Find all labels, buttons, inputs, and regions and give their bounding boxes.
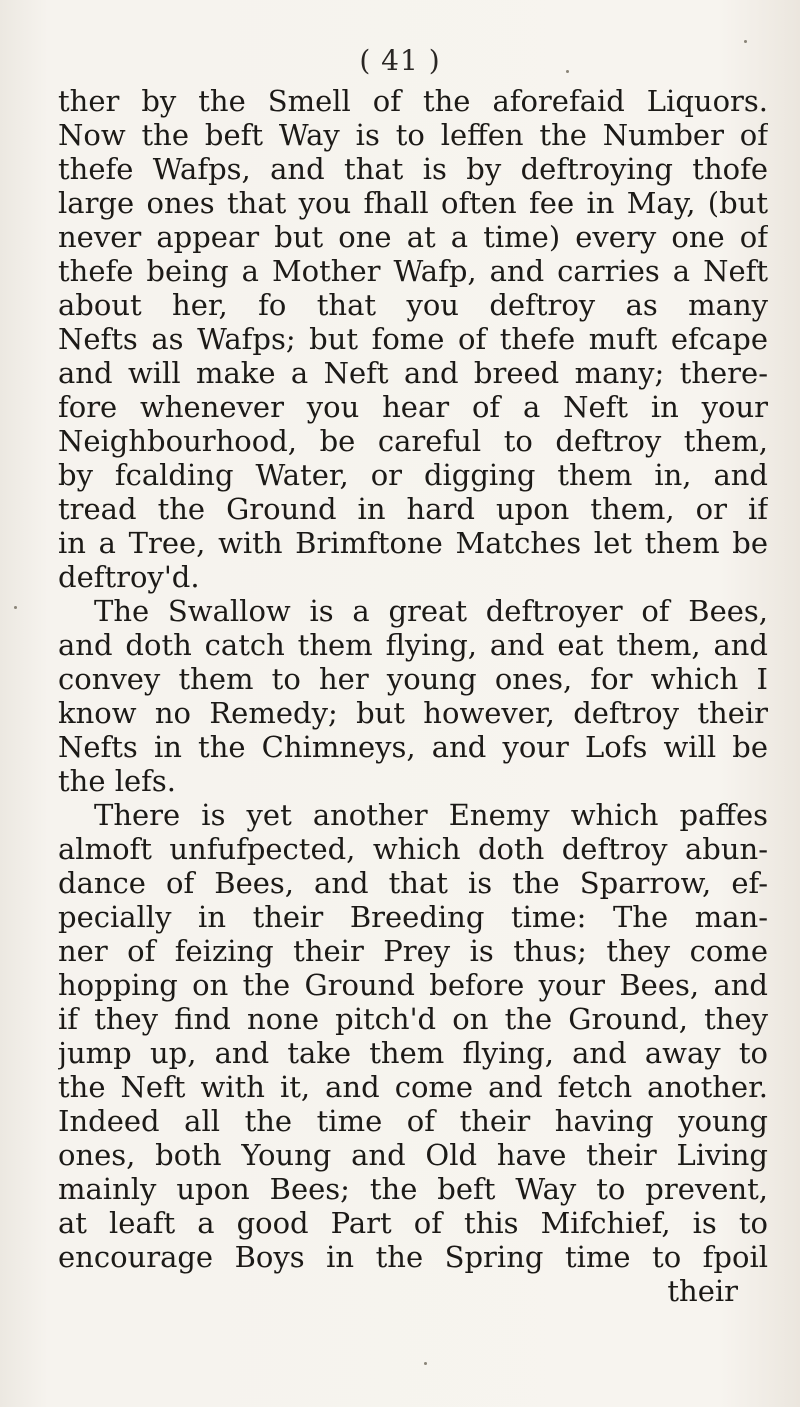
text-line: deftroy'd. bbox=[58, 560, 200, 594]
text-line: large ones that you fhall often fee in May, (but bbox=[58, 186, 768, 220]
text-line: Indeed all the time of their having young bbox=[58, 1104, 768, 1138]
body-text bbox=[58, 84, 768, 1308]
text-line: and doth catch them flying, and eat them, and bbox=[58, 628, 768, 662]
text-line: mainly upon Bees; the beft Way to prevent, bbox=[58, 1172, 768, 1206]
text-line: Now the beft Way is to leffen the Number of bbox=[58, 118, 768, 152]
text-line: hopping on the Ground before your Bees, and bbox=[58, 968, 768, 1002]
text-line: thefe Wafps, and that is by deftroying thofe bbox=[58, 152, 768, 186]
text-line: thefe being a Mother Wafp, and carries a Neft bbox=[58, 254, 768, 288]
text-line: their bbox=[667, 1274, 738, 1308]
text-line: pecially in their Breeding time: The man- bbox=[58, 900, 768, 934]
text-line: There is yet another Enemy which paffes bbox=[94, 798, 768, 832]
text-line: Nefts in the Chimneys, and your Lofs will be bbox=[58, 730, 768, 764]
text-line: Nefts as Wafps; but fome of thefe muft efcape bbox=[58, 322, 768, 356]
text-line: tread the Ground in hard upon them, or if bbox=[58, 492, 768, 526]
text-line: The Swallow is a great deftroyer of Bees, bbox=[94, 594, 768, 628]
paper-speck bbox=[424, 1362, 427, 1365]
text-line: dance of Bees, and that is the Sparrow, ef- bbox=[58, 866, 768, 900]
text-line: ones, both Young and Old have their Living bbox=[58, 1138, 768, 1172]
text-line: ner of feizing their Prey is thus; they come bbox=[58, 934, 768, 968]
text-line: in a Tree, with Brimftone Matches let them be bbox=[58, 526, 768, 560]
paper-speck bbox=[744, 40, 747, 43]
text-line: at leaft a good Part of this Mifchief, is to bbox=[58, 1206, 768, 1240]
text-line: if they find none pitch'd on the Ground, they bbox=[58, 1002, 768, 1036]
text-line: convey them to her young ones, for which I bbox=[58, 662, 768, 696]
text-line: ther by the Smell of the aforefaid Liquors. bbox=[58, 84, 768, 118]
page-number: ( 41 ) bbox=[359, 44, 441, 77]
paper-speck bbox=[566, 70, 569, 73]
text-line: never appear but one at a time) every one of bbox=[58, 220, 768, 254]
text-line: the Neft with it, and come and fetch another. bbox=[58, 1070, 768, 1104]
text-line: Neighbourhood, be careful to deftroy them, bbox=[58, 424, 768, 458]
text-line: about her, fo that you deftroy as many bbox=[58, 288, 768, 322]
text-line: fore whenever you hear of a Neft in your bbox=[58, 390, 768, 424]
text-line: and will make a Neft and breed many; there- bbox=[58, 356, 768, 390]
text-line: jump up, and take them flying, and away to bbox=[58, 1036, 768, 1070]
text-line: almoft unfufpected, which doth deftroy abun- bbox=[58, 832, 768, 866]
paper-speck bbox=[14, 606, 17, 609]
text-line: by fcalding Water, or digging them in, and bbox=[58, 458, 768, 492]
text-line: encourage Boys in the Spring time to fpoil bbox=[58, 1240, 768, 1274]
text-line: know no Remedy; but however, deftroy their bbox=[58, 696, 768, 730]
text-line: the lefs. bbox=[58, 764, 176, 798]
